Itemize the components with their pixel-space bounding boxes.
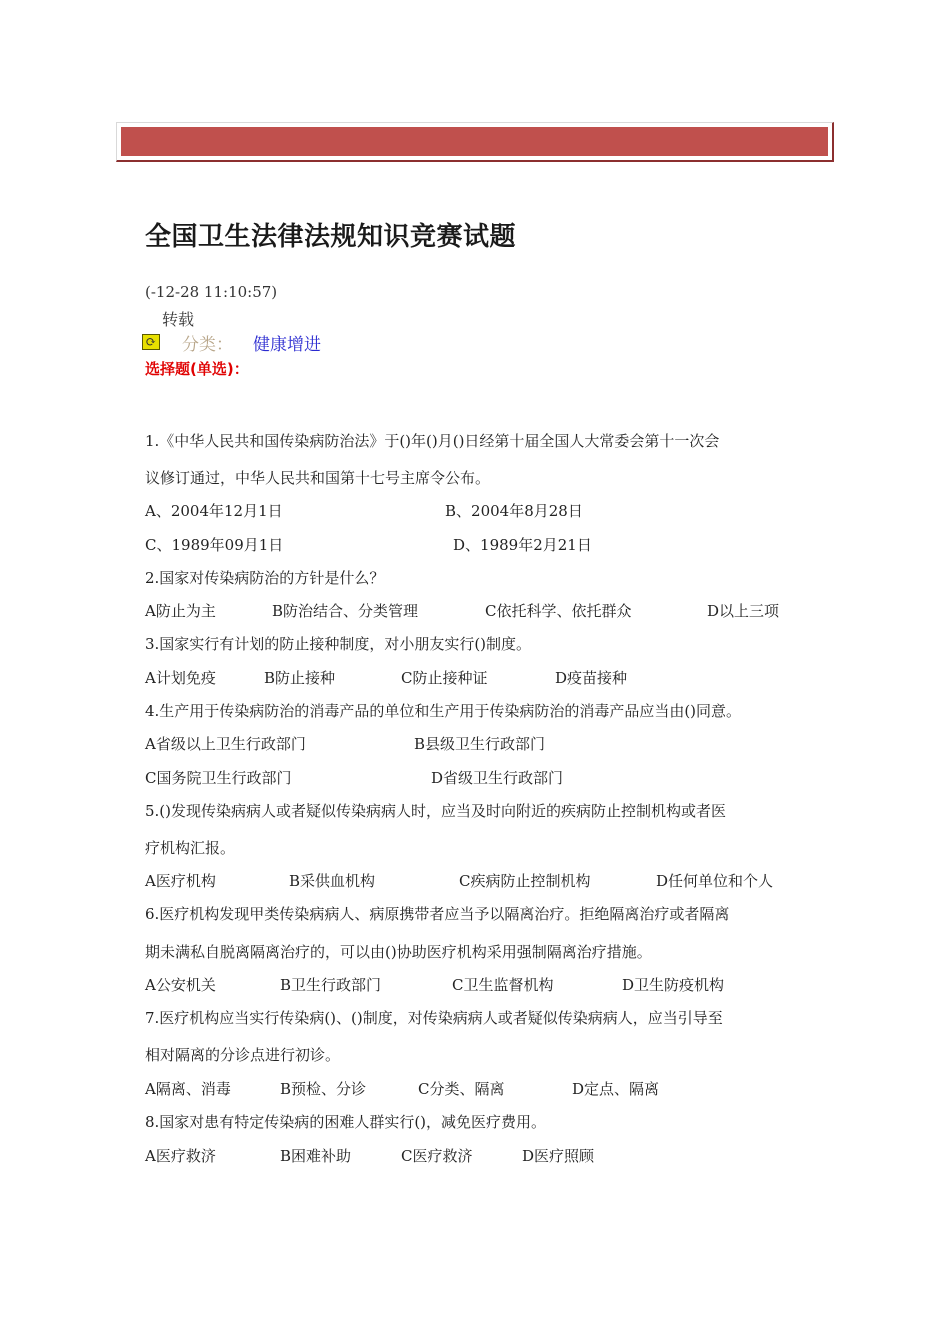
question-5-text: 5.()发现传染病病人或者疑似传染病病人时，应当及时向附近的疾病防止控制机构或者医 — [145, 802, 727, 820]
option-item: B预检、分诊 — [280, 1080, 367, 1098]
option-item: A医疗救济 — [145, 1147, 216, 1165]
option-item: C防止接种证 — [401, 669, 488, 687]
option-item: D任何单位和个人 — [656, 872, 774, 890]
question-4-text: 4.生产用于传染病防治的消毒产品的单位和生产用于传染病防治的消毒产品应当由()同意。 — [145, 702, 742, 720]
option-item: C依托科学、依托群众 — [485, 602, 632, 620]
option-item: D以上三项 — [707, 602, 780, 620]
option-item: B困难补助 — [280, 1147, 352, 1165]
option-item: B防止接种 — [264, 669, 336, 687]
option-item: A计划免疫 — [145, 669, 216, 687]
category-link[interactable]: 健康增进 — [253, 334, 321, 355]
question-1-text: 议修订通过，中华人民共和国第十七号主席令公布。 — [145, 469, 491, 487]
option-item: A省级以上卫生行政部门 — [145, 735, 306, 753]
question-1-text: 1.《中华人民共和国传染病防治法》于()年()月()日经第十届全国人大常委会第十一次会 — [145, 432, 720, 450]
option-item: A公安机关 — [145, 976, 216, 994]
option-item: B、2004年8月28日 — [445, 502, 583, 520]
option-item: D省级卫生行政部门 — [431, 769, 564, 787]
question-3-text: 3.国家实行有计划的防止接种制度，对小朋友实行()制度。 — [145, 635, 532, 653]
option-item: B采供血机构 — [289, 872, 376, 890]
option-item: D、1989年2月21日 — [453, 536, 592, 554]
option-item: B卫生行政部门 — [280, 976, 382, 994]
question-5-text: 疗机构汇报。 — [145, 839, 236, 857]
option-item: A医疗机构 — [145, 872, 216, 890]
option-item: D卫生防疫机构 — [622, 976, 725, 994]
category-label: 分类： — [182, 334, 233, 355]
question-6-text: 6.医疗机构发现甲类传染病病人、病原携带者应当予以隔离治疗。拒绝隔离治疗或者隔离 — [145, 905, 730, 923]
banner-bar — [121, 127, 828, 156]
option-item: D定点、隔离 — [572, 1080, 660, 1098]
option-item: C、1989年09月1日 — [145, 536, 284, 554]
option-item: B县级卫生行政部门 — [414, 735, 546, 753]
category-row — [142, 331, 321, 353]
question-6-text: 期未满私自脱离隔离治疗的，可以由()协助医疗机构采用强制隔离治疗措施。 — [145, 943, 652, 961]
option-item: B防治结合、分类管理 — [272, 602, 419, 620]
question-2-text: 2.国家对传染病防治的方针是什么？ — [145, 569, 385, 587]
option-item: A隔离、消毒 — [145, 1080, 231, 1098]
post-date: (-12-28 11:10:57) — [145, 283, 278, 301]
tag-icon: ⟳ — [142, 334, 160, 350]
header-banner — [116, 122, 834, 162]
option-item: C医疗救济 — [401, 1147, 473, 1165]
question-8-text: 8.国家对患有特定传染病的困难人群实行()，减免医疗费用。 — [145, 1113, 547, 1131]
repost-label: 转载 — [162, 310, 195, 329]
option-item: D医疗照顾 — [522, 1147, 595, 1165]
question-7-text: 相对隔离的分诊点进行初诊。 — [145, 1046, 341, 1064]
option-item: C国务院卫生行政部门 — [145, 769, 292, 787]
option-item: A防止为主 — [145, 602, 216, 620]
option-item: C疾病防止控制机构 — [459, 872, 591, 890]
option-item: D疫苗接种 — [555, 669, 628, 687]
option-item: C卫生监督机构 — [452, 976, 554, 994]
section-heading: 选择题(单选)： — [145, 360, 249, 378]
option-item: A、2004年12月1日 — [145, 502, 283, 520]
page-title: 全国卫生法律法规知识竞赛试题 — [145, 222, 517, 252]
question-7-text: 7.医疗机构应当实行传染病()、()制度，对传染病病人或者疑似传染病病人，应当引导至 — [145, 1009, 723, 1027]
option-item: C分类、隔离 — [418, 1080, 505, 1098]
